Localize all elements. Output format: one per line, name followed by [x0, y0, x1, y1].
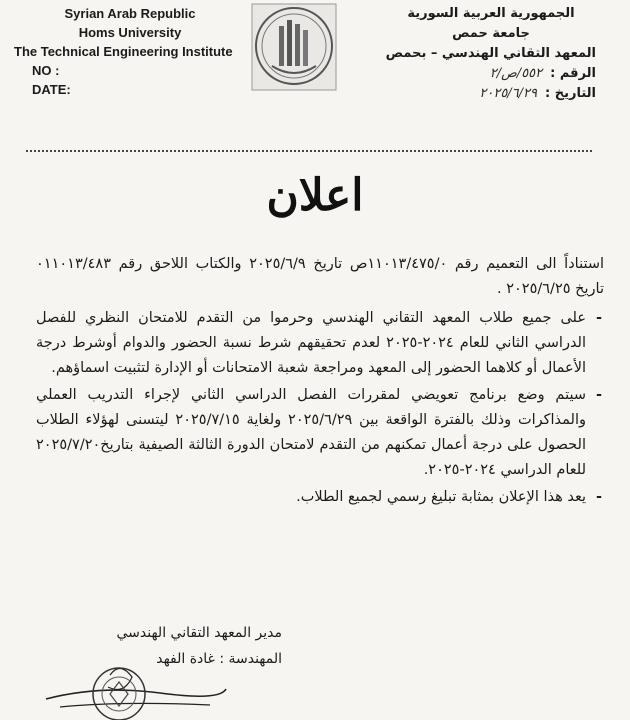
number-label-en: NO :	[32, 63, 60, 78]
announcement-title: اعلان	[266, 170, 364, 221]
english-letterhead	[14, 4, 246, 99]
announcement-points	[36, 306, 604, 510]
institute-name-en: The Technical Engineering Institute	[14, 44, 233, 59]
announcement-body	[36, 252, 604, 512]
number-label-ar: الرقم :	[550, 66, 596, 81]
country-name-en: Syrian Arab Republic	[64, 6, 196, 21]
number-value: ٥٥٢/ص/٢	[489, 66, 543, 81]
list-item: - سيتم وضع برنامج تعويضي لمقررات الفصل الدراسي الثاني لإجراء التدريب العملي والمذاكرات وذلك بالفترة الواقعة بين ٢٠٢٥/٦/٢٩ ولغاية ٢٠٢٥/٧/١٥ ليتسنى لهؤلاء الطلاب الحصول على درجة أعمال تمكنهم من التقدم لامتحان الدورة الثالثة الصيفية بتاريخ٢٠٢٥/٧/٢٠ للعام الدراسي ٢٠٢٤-٢٠٢٥.	[36, 383, 604, 483]
university-name-ar: جامعة حمص	[452, 26, 530, 41]
university-logo-icon	[250, 2, 338, 92]
header-divider	[26, 150, 592, 152]
signatory-title: مدير المعهد التقاني الهندسي	[116, 625, 282, 641]
date-row	[386, 84, 596, 104]
intro-paragraph: استناداً الى التعميم رقم ١١٠١٣/٤٧٥/٠ص تاريخ ٢٠٢٥/٦/٩ والكتاب اللاحق رقم ٠١١٠١٣/٤٨٣ تاريخ ٢٠٢٥/٦/٢٥ .	[36, 256, 604, 297]
official-stamp-icon	[84, 660, 154, 720]
date-label-en: DATE:	[32, 82, 71, 97]
list-item: - يعد هذا الإعلان بمثابة تبليغ رسمي لجميع الطلاب.	[36, 485, 604, 510]
date-value: ٢٠٢٥/٦/٢٩	[479, 86, 538, 101]
institute-name-ar: المعهد التقاني الهندسي – بحمص	[385, 46, 596, 61]
university-name-en: Homs University	[78, 25, 182, 40]
reference-number-row	[386, 64, 596, 84]
country-name-ar: الجمهورية العربية السورية	[407, 6, 575, 21]
date-label-ar: التاريخ :	[545, 86, 596, 101]
arabic-letterhead	[386, 4, 596, 104]
signatory-name: المهندسة : غادة الفهد	[156, 651, 282, 667]
list-item: - على جميع طلاب المعهد التقاني الهندسي وحرموا من التقدم للامتحان النظري للفصل الدراسي الثاني للعام ٢٠٢٤-٢٠٢٥ لعدم تحقيقهم شرط نسبة الحضور والدوام أوشرط درجة الأعمال أو كلاهما الحضور إلى المعهد ومراجعة شعبة الامتحانات أو الإدارة لتثبيت اسماؤهم.	[36, 306, 604, 381]
